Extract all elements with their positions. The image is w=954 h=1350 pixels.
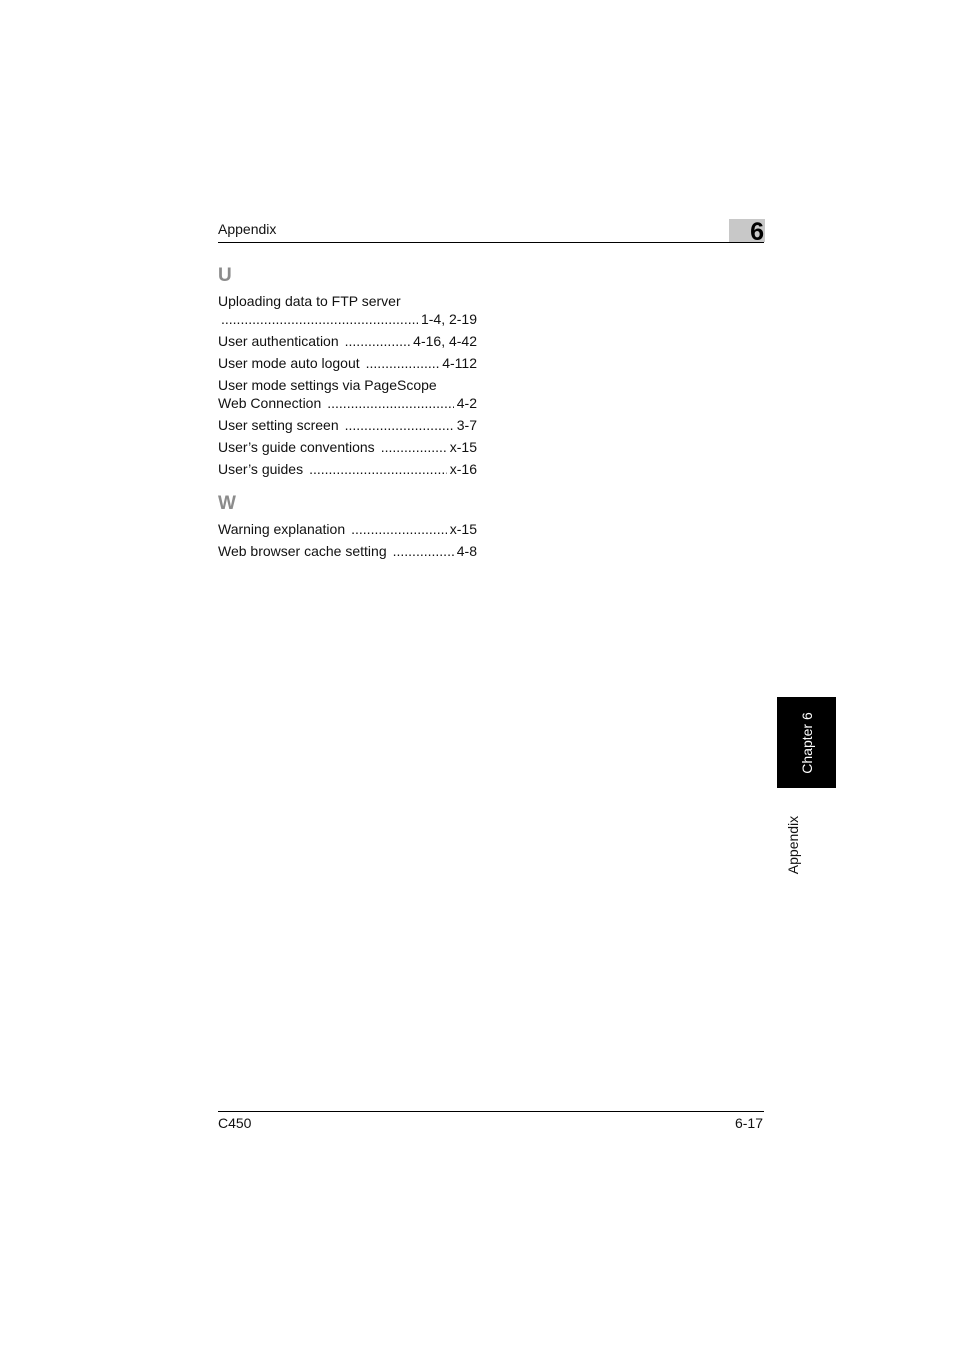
index-column	[218, 264, 477, 564]
dot-leader	[393, 542, 454, 560]
index-entry[interactable]	[218, 354, 477, 372]
dot-leader	[309, 460, 447, 478]
index-entry-pages: 1-4, 2-19	[420, 311, 477, 327]
index-section-letter-u: U	[218, 265, 232, 286]
index-entry[interactable]	[218, 376, 477, 412]
index-entry-term: Warning explanation	[218, 521, 346, 537]
dot-leader	[345, 416, 454, 434]
running-header-title: Appendix	[218, 221, 277, 237]
footer-model: C450	[218, 1115, 252, 1131]
index-entry-pages: 4-8	[456, 543, 477, 559]
index-entry-pages: 4-2	[456, 395, 477, 411]
index-entry-term: User setting screen	[218, 417, 339, 433]
dot-leader	[327, 394, 454, 412]
index-entry-term: Uploading data to FTP server	[218, 293, 401, 309]
footer-rule	[218, 1111, 764, 1112]
chapter-number-box	[729, 218, 765, 246]
index-entry-term-continued: Web Connection	[218, 395, 322, 411]
index-entry-term: User’s guide conventions	[218, 439, 375, 455]
index-entry-pages: x-15	[449, 439, 477, 455]
dot-leader	[381, 438, 447, 456]
footer-page-number: 6-17	[734, 1115, 763, 1131]
index-entry-term: User mode auto logout	[218, 355, 360, 371]
index-entry[interactable]	[218, 332, 477, 350]
dot-leader	[366, 354, 440, 372]
index-section-letter-w: W	[218, 493, 236, 514]
index-entry-pages: x-16	[449, 461, 477, 477]
index-entry[interactable]	[218, 542, 477, 560]
section-thumb-label: Appendix	[785, 815, 801, 875]
dot-leader	[351, 520, 447, 538]
index-entry-term: User authentication	[218, 333, 339, 349]
index-entry[interactable]	[218, 438, 477, 456]
index-entry[interactable]	[218, 292, 477, 328]
dot-leader	[345, 332, 411, 350]
chapter-thumb-label: Chapter 6	[798, 711, 815, 774]
index-entry-term: User’s guides	[218, 461, 304, 477]
dot-leader	[221, 310, 418, 328]
chapter-number: 6	[750, 218, 764, 246]
header-rule	[218, 242, 764, 243]
chapter-thumb-tab[interactable]	[777, 697, 836, 788]
section-gap	[218, 482, 477, 492]
index-entry-term: User mode settings via PageScope	[218, 377, 437, 393]
index-entry-pages: 4-112	[442, 355, 477, 371]
index-entry[interactable]	[218, 520, 477, 538]
index-entry-term: Web browser cache setting	[218, 543, 387, 559]
section-thumb-tab[interactable]	[777, 800, 809, 890]
index-entry-pages: x-15	[449, 521, 477, 537]
index-entry-pages: 3-7	[456, 417, 477, 433]
index-entry-pages: 4-16, 4-42	[413, 333, 477, 349]
index-entry[interactable]	[218, 460, 477, 478]
index-entry[interactable]	[218, 416, 477, 434]
